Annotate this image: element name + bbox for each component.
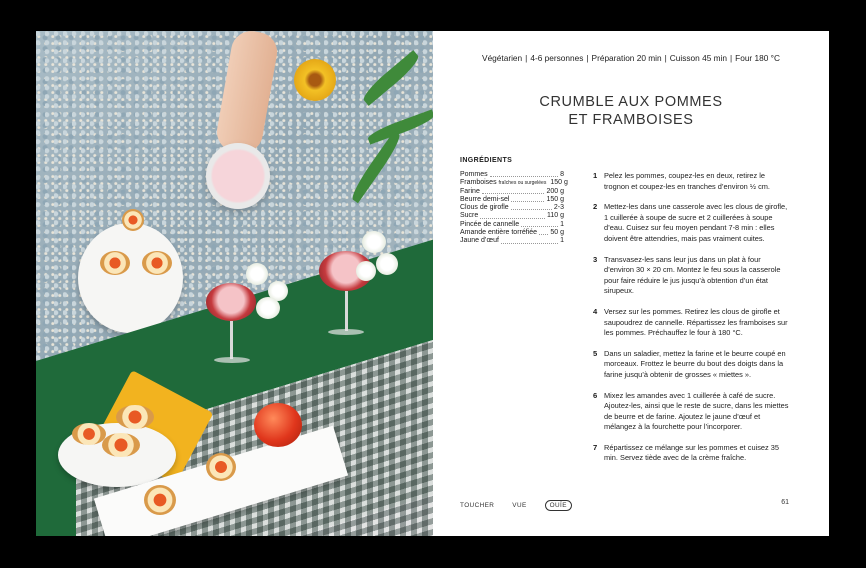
- step-item: [593, 202, 789, 244]
- ingredient-row: [460, 188, 564, 196]
- palm-leaf: [360, 50, 423, 106]
- white-flower: [256, 297, 280, 319]
- step-item: [593, 391, 789, 433]
- meta-oven: Four 180 °C: [735, 53, 780, 63]
- ingredient-row: [460, 171, 564, 179]
- pastry: [122, 209, 144, 231]
- step-number: 3: [593, 254, 598, 264]
- ingredient-name: Amande entière torréfiée: [460, 229, 538, 237]
- step-text: Mixez les amandes avec 1 cuillerée à café de sucre. Ajoutez-les, ainsi que le reste de sucre, dans les miettes de beurre et de farine. Ajoutez le jaune d’œuf et mélangez à la fourchette pour l’incorporer.: [604, 390, 789, 432]
- ingredient-qty: 8: [560, 171, 564, 178]
- white-flower: [246, 263, 268, 285]
- ingredient-name: Clous de girofle: [460, 204, 509, 212]
- footer-ouie: OUÏE: [545, 500, 572, 511]
- ingredient-qty: 1: [560, 237, 564, 245]
- palm-leaf: [366, 109, 433, 144]
- meta-diet: Végétarien: [482, 53, 523, 63]
- step-text: Mettez-les dans une casserole avec les clous de girofle, 1 cuillerée à soupe de sucre et 2 cuillerées à soupe d’eau. Cuisez sur feu moyen pendant 7-8 min : elles doivent être attendries, mais pas vraiment cuites.: [604, 202, 788, 243]
- ingredient-name: Pommes: [460, 171, 488, 178]
- yellow-flower: [294, 59, 336, 101]
- recipe-title: [433, 93, 829, 129]
- glass-base: [214, 357, 250, 363]
- title-line-2: ET FRAMBOISES: [568, 112, 694, 128]
- ingredient-row: [460, 179, 568, 187]
- meta-prep: Préparation 20 min: [591, 53, 662, 63]
- ingredient-qty: 110 g: [547, 212, 564, 220]
- leader-dots: [480, 218, 545, 219]
- step-number: 6: [593, 390, 598, 400]
- ingredient-row: [460, 237, 564, 245]
- ingredient-row: [460, 196, 564, 204]
- pastry: [116, 405, 154, 429]
- glass-stem: [345, 291, 348, 331]
- recipe-meta: Végétarien | 4-6 personnes | Préparation 20 min | Cuisson 45 min | Four 180 °C: [482, 53, 780, 63]
- footer-vue: VUE: [512, 502, 527, 509]
- ingredient-qty: 1: [560, 220, 564, 228]
- glass-stem: [230, 321, 233, 359]
- ingredient-qty: 150 g: [550, 179, 568, 187]
- recipe-page: [433, 31, 829, 536]
- ingredient-name: [460, 179, 546, 187]
- pastry: [144, 485, 176, 515]
- pastry: [206, 453, 236, 481]
- tomato: [254, 403, 302, 447]
- pastry: [102, 433, 140, 457]
- step-item: [593, 443, 789, 464]
- ingredient-note: fraîches ou surgelées: [498, 180, 547, 187]
- ingredient-name: Farine: [460, 187, 480, 195]
- meta-cook: Cuisson 45 min: [669, 53, 727, 63]
- step-item: [593, 349, 789, 381]
- step-text: Pelez les pommes, coupez-les en deux, retirez le trognon et coupez-les en tranches d’environ ½ cm.: [604, 171, 770, 191]
- pastry: [100, 251, 130, 275]
- food-photo: [36, 31, 433, 536]
- leader-dots: [521, 226, 558, 227]
- leader-dots: [482, 193, 545, 194]
- pastry: [72, 423, 106, 445]
- recipe-steps: [593, 171, 789, 474]
- step-number: 2: [593, 202, 598, 212]
- step-number: 5: [593, 348, 598, 358]
- cocktail-glass: [206, 283, 256, 321]
- white-flower: [376, 253, 398, 275]
- ingredient-row: [460, 229, 564, 237]
- white-flower: [362, 231, 386, 253]
- ingredients-heading: INGRÉDIENTS: [460, 157, 513, 164]
- plate-pastries: [78, 223, 183, 333]
- leader-dots: [511, 201, 544, 202]
- leader-dots: [490, 176, 558, 177]
- ingredient-qty: 50 g: [550, 229, 564, 237]
- step-number: 4: [593, 306, 598, 316]
- ingredient-name: Beurre demi-sel: [460, 195, 510, 203]
- hand-arm: [214, 31, 280, 156]
- step-number: 7: [593, 442, 598, 452]
- step-item: [593, 255, 789, 297]
- ingredient-row: [460, 212, 564, 220]
- ingredients-list: [460, 171, 568, 246]
- leader-dots: [511, 209, 552, 210]
- ingredient-qty: 2-3: [553, 204, 564, 212]
- step-text: Dans un saladier, mettez la farine et le beurre coupé en morceaux. Frottez le beurre du bout des doigts dans la farine jusqu’à obtenir de grosses « miettes ».: [604, 348, 786, 379]
- title-line-1: CRUMBLE AUX POMMES: [539, 94, 723, 110]
- ingredient-row: [460, 204, 564, 212]
- ingredient-row: [460, 221, 564, 229]
- step-item: [593, 171, 789, 192]
- leader-dots: [501, 243, 558, 244]
- step-number: 1: [593, 171, 598, 180]
- step-text: Versez sur les pommes. Retirez les clous de girofle et saupoudrez de cannelle. Répartissez les framboises sur les pommes. Préchauffez le four à 180 °C.: [604, 306, 788, 338]
- ingredient-name: Sucre: [460, 212, 479, 220]
- white-flower: [356, 261, 376, 281]
- leader-dots: [539, 234, 548, 235]
- ingredient-name-text: Framboises: [460, 179, 497, 187]
- drink-cup: [206, 143, 270, 209]
- meta-servings: 4-6 personnes: [530, 53, 584, 63]
- glass-base: [328, 329, 364, 335]
- ingredient-qty: 200 g: [546, 187, 564, 195]
- pastry: [142, 251, 172, 275]
- page-footer: [460, 500, 572, 511]
- step-item: [593, 307, 789, 339]
- step-text: Répartissez ce mélange sur les pommes et cuisez 35 min. Servez tiède avec de la crème fraîche.: [604, 442, 779, 463]
- ingredient-name: Pincée de cannelle: [460, 220, 520, 228]
- page-number: 61: [781, 499, 789, 506]
- footer-toucher: TOUCHER: [460, 502, 495, 509]
- ingredient-name: Jaune d’œuf: [460, 237, 499, 245]
- step-text: Transvasez-les sans leur jus dans un plat à four d’environ 30 × 20 cm. Montez le feu sous la casserole pour faire réduire le jus jusqu’à obtention d’un état sirupeux.: [604, 254, 781, 296]
- book-spread: [36, 31, 829, 536]
- ingredient-qty: 150 g: [546, 195, 564, 203]
